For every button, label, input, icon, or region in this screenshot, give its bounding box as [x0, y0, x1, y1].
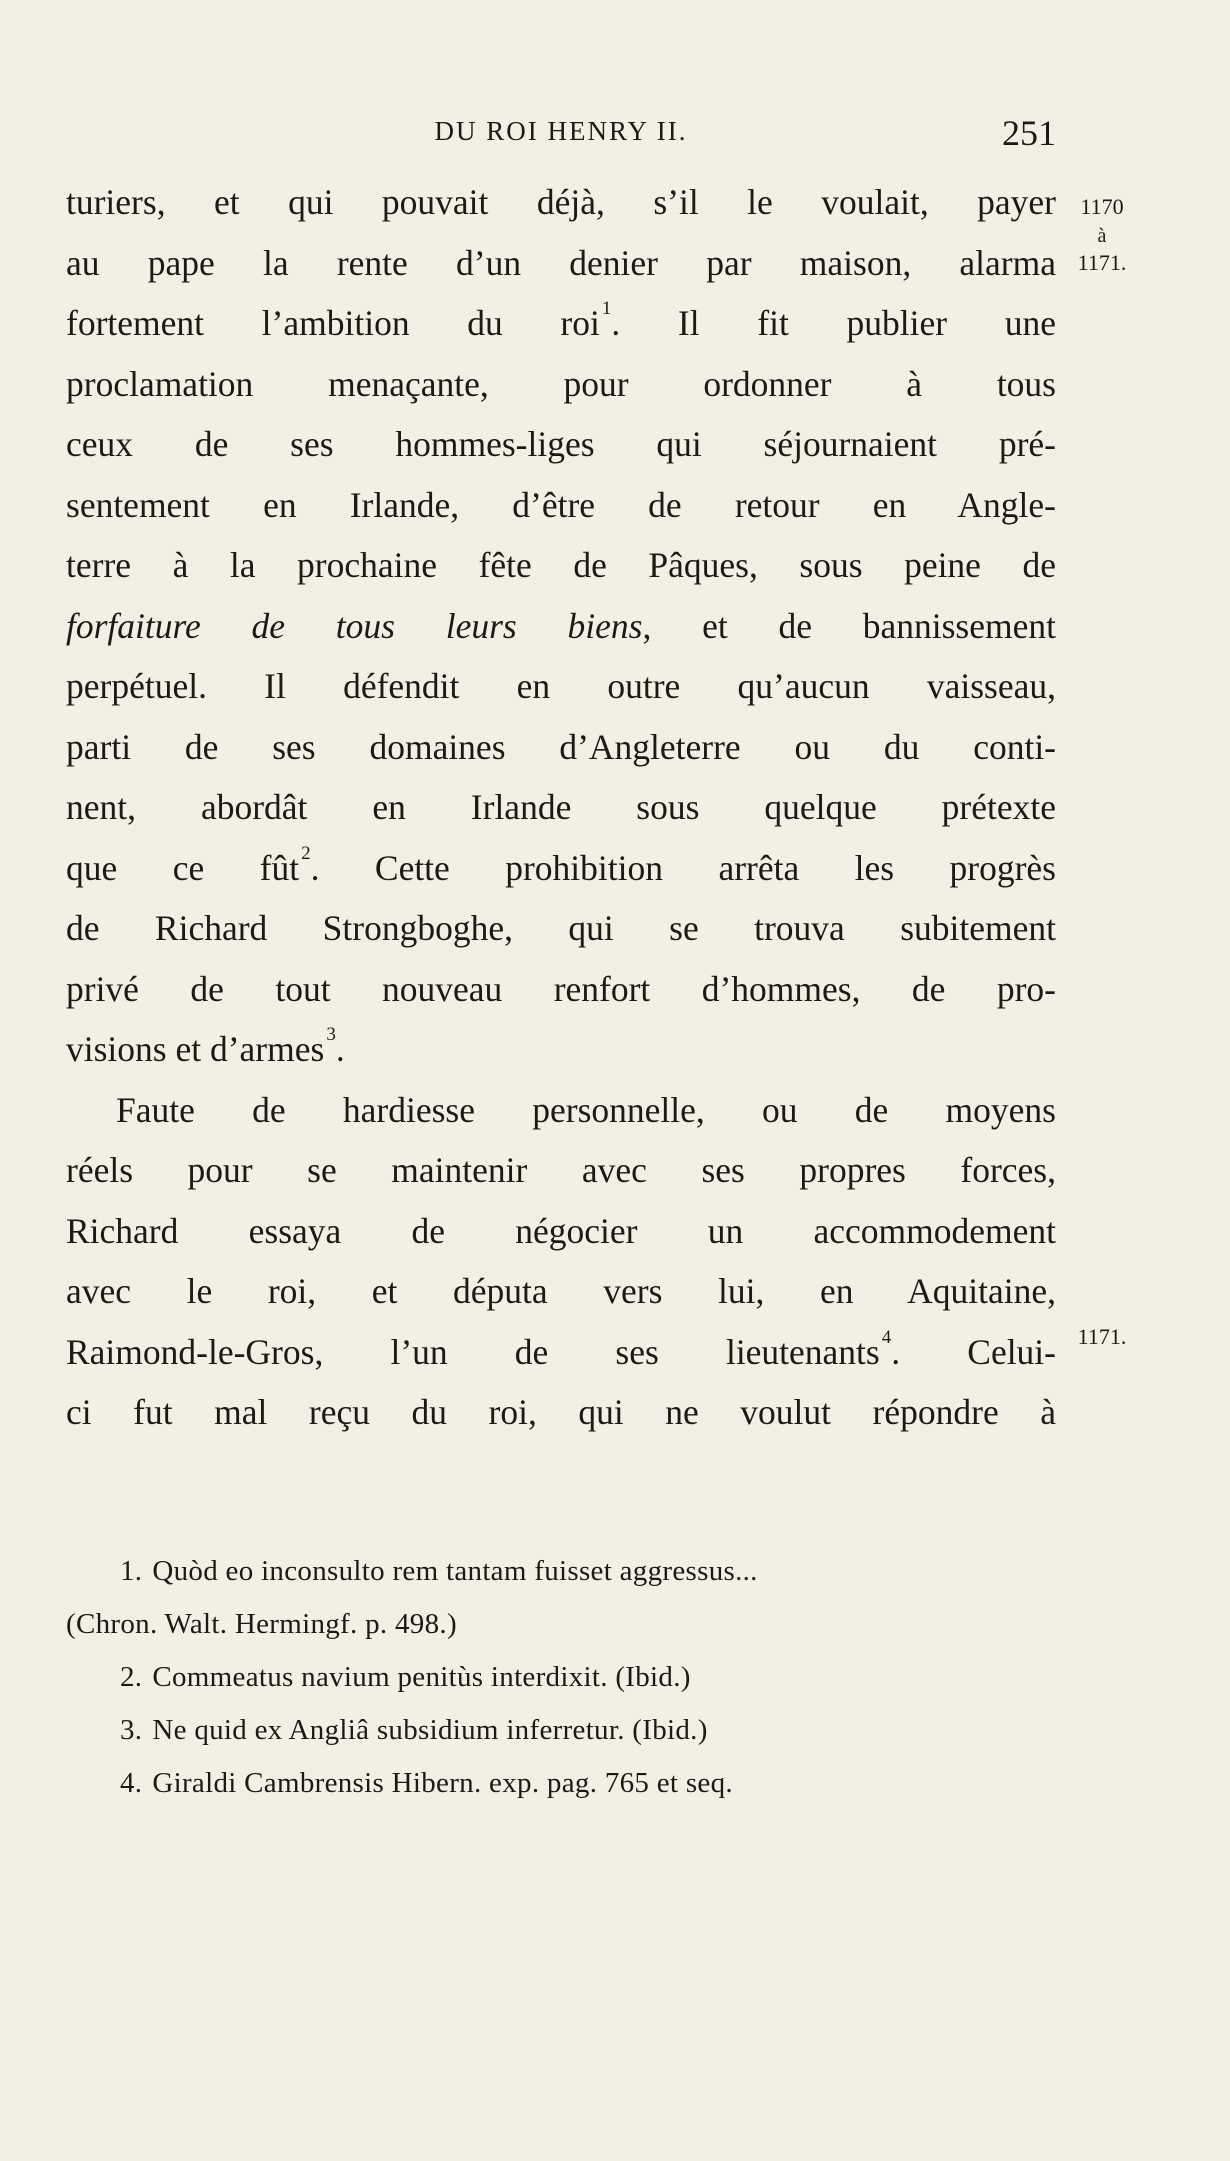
footnote-ref: 1 — [601, 298, 612, 319]
text-line: que ce fût $^2$. Cette prohibition arrêta les progrès — [66, 842, 1056, 888]
footnote-3: 3. Ne quid ex Angliâ subsidium inferretur. (Ibid.) — [120, 1714, 708, 1746]
page-number: 251 — [1002, 113, 1056, 153]
footnote-ref: 2 — [301, 842, 311, 864]
margin-date-connector: à — [1097, 225, 1107, 247]
footnote-4: 4. Giraldi Cambrensis Hibern. exp. pag. 765 et seq. — [120, 1767, 733, 1799]
margin-date-end: 1171. — [1077, 250, 1127, 275]
footnotes — [66, 1545, 1056, 1810]
text-line: ci fut mal reçu du roi, qui ne voulut répondre à — [66, 1392, 1056, 1432]
text-line: visions et d’armes $^3$. — [66, 1024, 345, 1069]
text-line: turiers, et qui pouvait déjà, s’il le voulait, payer — [66, 182, 1056, 222]
text-line: Faute de hardiesse personnelle, ou de moyens — [116, 1089, 1056, 1130]
margin-date-start: 1170 — [1080, 194, 1124, 219]
text-line: forfaiture de tous leurs biens, et de bannissement — [66, 605, 1056, 646]
body-text — [66, 172, 1056, 1443]
footnote-ref: 4 — [881, 1326, 892, 1348]
text-line: réels pour se maintenir avec ses propres forces, — [66, 1150, 1056, 1190]
text-line: au pape la rente d’un denier par maison, alarma — [66, 242, 1056, 283]
italic-phrase: forfaiture de tous leurs biens — [66, 605, 643, 646]
running-head — [66, 112, 1056, 152]
footnote-1: 1. Quòd eo inconsulto rem tantam fuisset aggressus... — [120, 1555, 758, 1587]
margin-date-mid: 1171. — [1077, 1324, 1127, 1349]
footnote-2: 2. Commeatus navium penitùs interdixit. (Ibid.) — [120, 1661, 691, 1693]
footnote-1-continued: (Chron. Walt. Hermingf. p. 498.) — [66, 1608, 457, 1640]
footnote-ref: 3 — [326, 1024, 336, 1045]
text-line: sentement en Irlande, d’être de retour en Angle- — [66, 484, 1056, 525]
text-line: fortement l’ambition du roi $^1$. Il fit publier une — [66, 298, 1057, 343]
text-line: nent, abordât en Irlande sous quelque prétexte — [66, 787, 1056, 827]
text-line: avec le roi, et députa vers lui, en Aquitaine, — [66, 1271, 1056, 1311]
text-line: Raimond-le-Gros, l’un de ses lieutenants $^4$. Celui- — [66, 1326, 1056, 1372]
text-line: de Richard Strongboghe, qui se trouva subitement — [66, 908, 1056, 948]
text-line: parti de ses domaines d’Angleterre ou du conti- — [66, 726, 1056, 767]
text-line: ceux de ses hommes-liges qui séjournaient pré- — [66, 424, 1056, 464]
text-line: Richard essaya de négocier un accommodement — [66, 1210, 1056, 1251]
text-line: proclamation menaçante, pour ordonner à tous — [66, 363, 1056, 404]
running-title: DU ROI HENRY II. — [434, 116, 688, 146]
text-line: perpétuel. Il défendit en outre qu’aucun vaisseau, — [66, 666, 1056, 706]
text-line: privé de tout nouveau renfort d’hommes, de pro- — [66, 968, 1056, 1009]
text-line: terre à la prochaine fête de Pâques, sous peine de — [66, 545, 1056, 585]
